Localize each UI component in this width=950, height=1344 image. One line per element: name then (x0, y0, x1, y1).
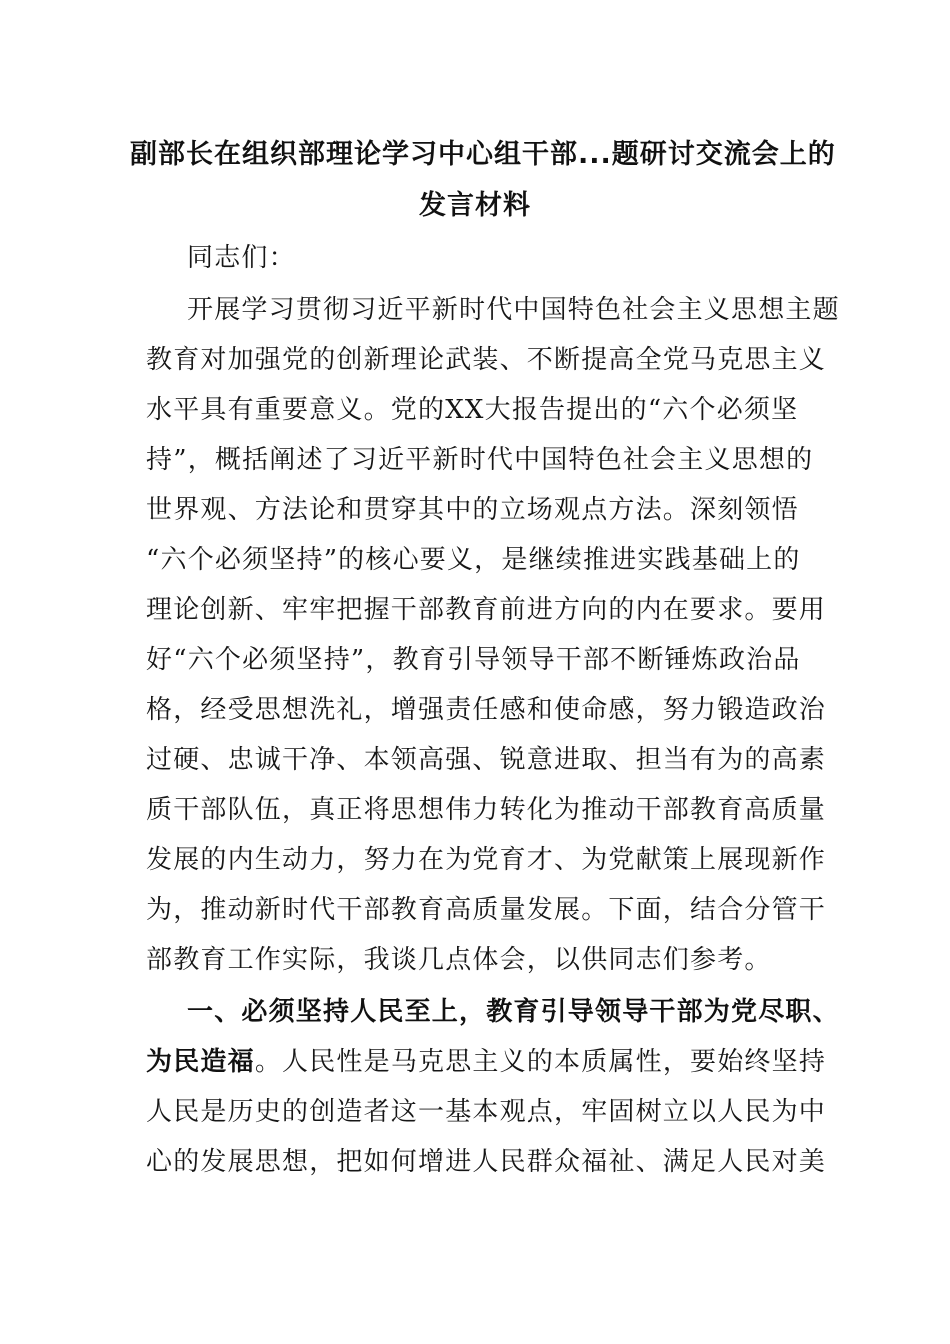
section-1-body-text: 。人民性是马克思主义的本质属性，要始终坚持 (254, 1047, 827, 1077)
paragraph-1-line: “六个必须坚持”的核心要义，是继续推进实践基础上的 (146, 545, 801, 575)
salutation: 同志们： (187, 243, 296, 273)
document-title-line-2: 发言材料 (419, 190, 531, 221)
paragraph-1-line: 格，经受思想洗礼，增强责任感和使命感，努力锻造政治 (146, 695, 827, 725)
section-1-line (146, 1044, 826, 1080)
section-1-line: 心的发展思想，把如何增进人民群众福祉、满足人民对美 (146, 1147, 827, 1177)
paragraph-1-line: 质干部队伍，真正将思想伟力转化为推动干部教育高质量 (146, 795, 827, 825)
paragraph-1-line: 理论创新、牢牢把握干部教育前进方向的内在要求。要用 (146, 595, 827, 625)
paragraph-1-line: 部教育工作实际，我谈几点体会，以供同志们参考。 (146, 945, 772, 975)
section-1-heading-line-1: 一、必须坚持人民至上，教育引导领导干部为党尽职、 (187, 997, 840, 1027)
paragraph-1-line: 开展学习贯彻习近平新时代中国特色社会主义思想主题 (187, 295, 840, 325)
paragraph-1-line: 教育对加强党的创新理论武装、不断提高全党马克思主义 (146, 345, 827, 375)
document-title-line-1: 副部长在组织部理论学习中心组干部...题研讨交流会上的 (130, 139, 836, 170)
paragraph-1-line: 发展的内生动力，努力在为党育才、为党献策上展现新作 (146, 845, 827, 875)
paragraph-1-line: 水平具有重要意义。党的XX大报告提出的“六个必须坚 (146, 395, 799, 425)
section-1-heading-line-2: 为民造福 (146, 1047, 255, 1077)
paragraph-1-line: 为，推动新时代干部教育高质量发展。下面，结合分管干 (146, 895, 827, 925)
paragraph-1-line: 持”，概括阐述了习近平新时代中国特色社会主义思想的 (146, 445, 814, 475)
paragraph-1-line: 好“六个必须坚持”，教育引导领导干部不断锤炼政治品 (146, 645, 801, 675)
paragraph-1-line: 过硬、忠诚干净、本领高强、锐意进取、担当有为的高素 (146, 745, 827, 775)
paragraph-1-line: 世界观、方法论和贯穿其中的立场观点方法。深刻领悟 (146, 495, 799, 525)
section-1-line: 人民是历史的创造者这一基本观点，牢固树立以人民为中 (146, 1097, 827, 1127)
